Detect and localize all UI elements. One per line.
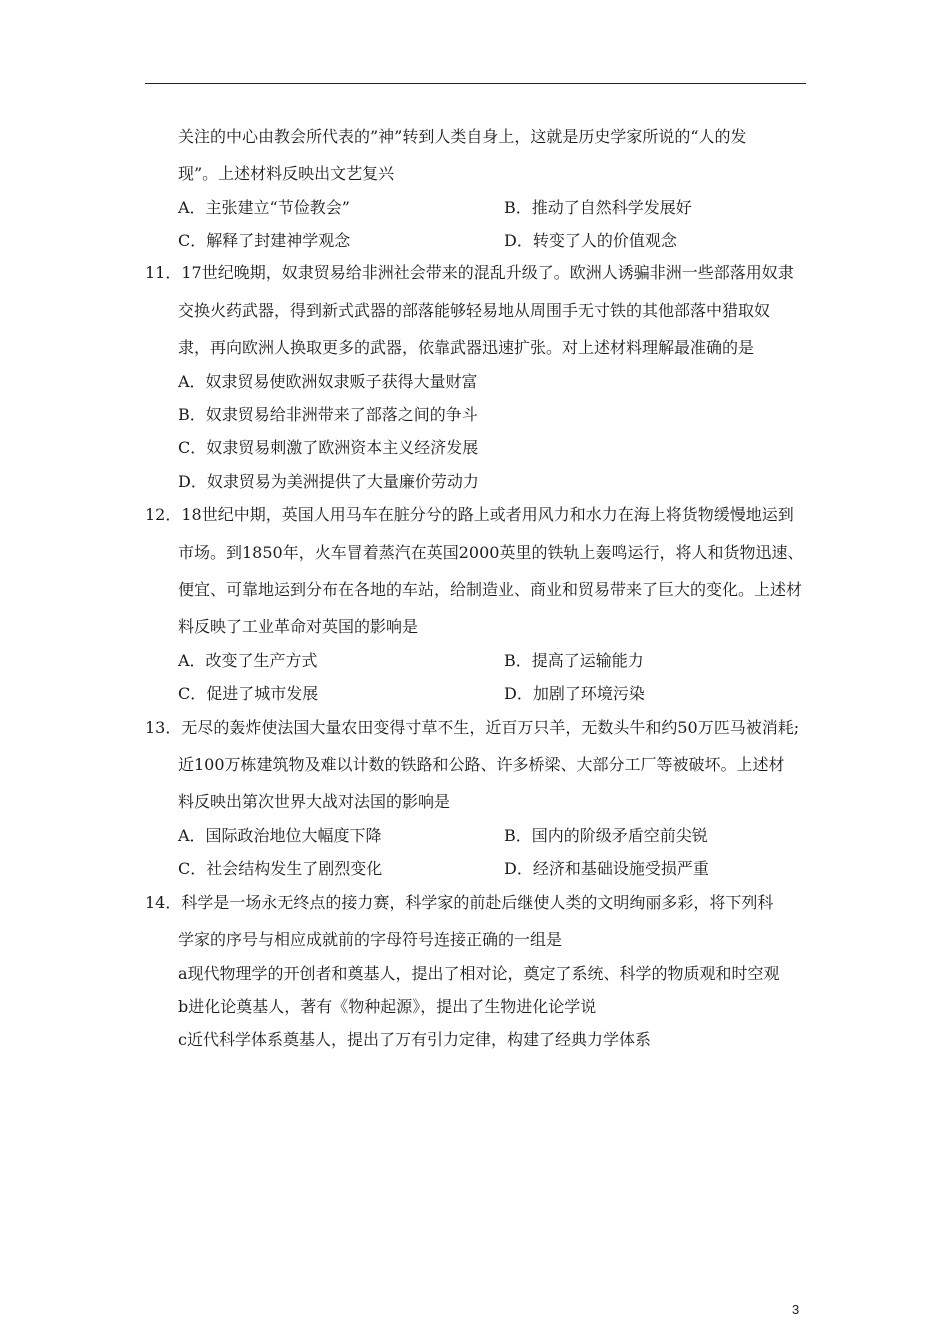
q11-option-d: D．奴隶贸易为美洲提供了大量廉价劳动力 — [178, 472, 479, 491]
q12-option-c: C．促进了城市发展 — [178, 684, 319, 703]
q14-line-2: 学家的序号与相应成就前的字母符号连接正确的一组是 — [178, 930, 563, 949]
q13-option-c: C．社会结构发生了剧烈变化 — [178, 859, 383, 878]
prev-option-b: B．推动了自然科学发展好 — [504, 198, 692, 217]
prev-option-d: D．转变了人的价值观念 — [504, 231, 677, 250]
q11-line-1: 11．17世纪晚期，奴隶贸易给非洲社会带来的混乱升级了。欧洲人诱骗非洲一些部落用奴隶 — [145, 263, 794, 282]
q14-item-b: b进化论奠基人，著有《物种起源》，提出了生物进化论学说 — [178, 997, 597, 1016]
q13-line-3: 料反映出第次世界大战对法国的影响是 — [178, 792, 451, 811]
prev-question-line-1: 关注的中心由教会所代表的”神”转到人类自身上，这就是历史学家所说的“人的发 — [178, 127, 747, 146]
q11-option-c: C．奴隶贸易刺激了欧洲资本主义经济发展 — [178, 438, 479, 457]
q14-item-c: c近代科学体系奠基人，提出了万有引力定律，构建了经典力学体系 — [178, 1030, 651, 1049]
q13-line-1: 13．无尽的轰炸使法国大量农田变得寸草不生，近百万只羊，无数头牛和约50万匹马被消耗; — [145, 718, 800, 737]
prev-option-c: C．解释了封建神学观念 — [178, 231, 351, 250]
q14-item-a: a现代物理学的开创者和奠基人，提出了相对论，奠定了系统、科学的物质观和时空观 — [178, 964, 780, 983]
prev-question-line-2: 现”。上述材料反映出文艺复兴 — [178, 164, 395, 183]
q13-option-b: B．国内的阶级矛盾空前尖锐 — [504, 826, 708, 845]
q12-option-b: B．提高了运输能力 — [504, 651, 644, 670]
q12-line-2: 市场。到1850年，火车冒着蒸汽在英国2000英里的铁轨上轰鸣运行，将人和货物迅速、 — [178, 543, 804, 562]
header-rule — [145, 83, 806, 84]
prev-option-a: A．主张建立“节俭教会” — [178, 198, 350, 217]
q13-option-a: A．国际政治地位大幅度下降 — [178, 826, 382, 845]
q12-option-a: A．改变了生产方式 — [178, 651, 318, 670]
q14-line-1: 14．科学是一场永无终点的接力赛，科学家的前赴后继使人类的文明绚丽多彩，将下列科 — [145, 893, 774, 912]
q12-line-1: 12．18世纪中期，英国人用马车在脏分兮的路上或者用风力和水力在海上将货物缓慢地运到 — [145, 505, 794, 524]
page-number: 3 — [792, 1302, 800, 1317]
q13-line-2: 近100万栋建筑物及难以计数的铁路和公路、许多桥梁、大部分工厂等被破坏。上述材 — [178, 755, 785, 774]
q12-line-3: 便宜、可靠地运到分布在各地的车站，给制造业、商业和贸易带来了巨大的变化。上述材 — [178, 580, 803, 599]
q11-option-a: A．奴隶贸易使欧洲奴隶贩子获得大量财富 — [178, 372, 478, 391]
q12-line-4: 料反映了工业革命对英国的影响是 — [178, 617, 419, 636]
q12-option-d: D．加剧了环境污染 — [504, 684, 645, 703]
q13-option-d: D．经济和基础设施受损严重 — [504, 859, 709, 878]
q11-line-2: 交换火药武器，得到新式武器的部落能够轻易地从周围手无寸铁的其他部落中猎取奴 — [178, 301, 771, 320]
q11-option-b: B．奴隶贸易给非洲带来了部落之间的争斗 — [178, 405, 478, 424]
q11-line-3: 隶，再向欧洲人换取更多的武器，依靠武器迅速扩张。对上述材料理解最准确的是 — [178, 338, 755, 357]
